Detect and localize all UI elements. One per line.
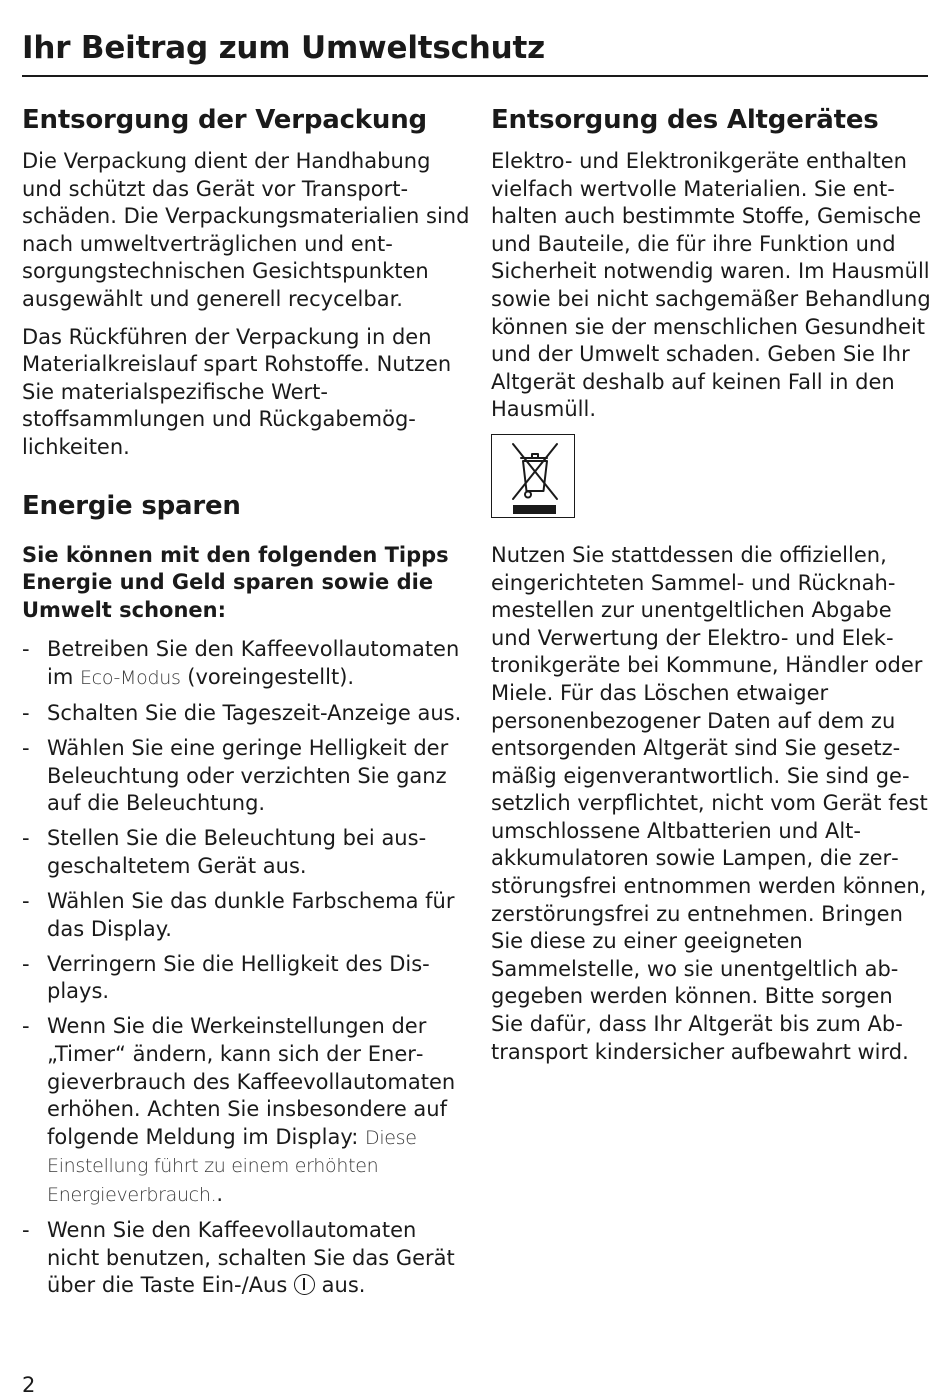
list-item (22, 1217, 470, 1300)
list-item (22, 1013, 470, 1209)
tip-text: Wählen Sie eine geringe Helligkeit der Beleuchtung oder verzichten Sie ganz auf die Beleuchtung. (47, 736, 449, 816)
list-dash: - (22, 637, 30, 662)
list-dash: - (22, 701, 30, 725)
display-message-text: Diese Einstellung führt zu einem erhöhten Energieverbrauch. (47, 1126, 417, 1206)
tip-text: Schalten Sie die Tageszeit-Anzeige aus. (47, 701, 462, 725)
energy-tips-list (22, 636, 470, 1300)
left-column (22, 102, 470, 1307)
disposal-paragraph-1: Elektro- und Elektronikgeräte enthalten vielfach wertvolle Materialien. Sie enthalten auch bestimmte Stoffe, Gemische und Bauteile, die für ihre Funktion und Sicherheit notwendig waren. Im Hausmüll sowie bei nicht sachgemäßer Behandlung können sie der menschlichen Gesundheit und der Umwelt schaden. Geben Sie Ihr Altgerät deshalb auf keinen Fall in den Hausmüll. (491, 149, 931, 422)
packaging-paragraph-2: Das Rückführen der Verpackung in den Materialkreislauf spart Rohstoffe. Nutzen Sie materialspezifische Wertstoffsammlungen und Rückgabemöglichkeiten. (22, 324, 452, 459)
packaging-section (22, 102, 470, 462)
list-item (22, 636, 470, 692)
list-item (22, 700, 470, 728)
disposal-heading: Entsorgung des Altgerätes (491, 105, 879, 135)
tip-text: Wenn Sie die Werkeinstellungen der „Timer“ ändern, kann sich der Energieverbrauch des Kaffeevollautomaten erhöhen. Achten Sie insbesondere auf folgende Meldung im Display: (47, 1014, 456, 1149)
title-divider (22, 75, 928, 77)
energy-lead: Sie können mit den folgenden Tipps Energie und Geld sparen sowie die Umwelt schonen: (22, 542, 449, 622)
tip-text: Wenn Sie den Kaffeevollautomaten nicht benutzen, schalten Sie das Gerät über die Taste Ein-/Aus (47, 1218, 455, 1298)
tip-text: . (216, 1182, 224, 1206)
list-dash: - (22, 736, 30, 761)
packaging-heading: Entsorgung der Verpackung (22, 105, 427, 135)
list-item (22, 951, 470, 1006)
tip-text: Betreiben Sie den Kaffeevollautomaten im (47, 637, 460, 689)
crossed-out-wheelie-bin-icon (491, 434, 575, 518)
list-dash: - (22, 951, 30, 976)
page-number: 2 (22, 1373, 36, 1397)
energy-heading: Energie sparen (22, 490, 241, 521)
list-dash: - (22, 1014, 30, 1039)
page-title: Ihr Beitrag zum Umweltschutz (22, 30, 545, 66)
disposal-paragraph-2: Nutzen Sie stattdessen die offiziellen, eingerichteten Sammel- und Rücknahmestellen zur unentgeltlichen Abgabe und Verwertung der Elektro- und Elektronikgeräte bei Kommune, Händler oder Miele. Für das Löschen etwaiger personenbezogener Daten auf dem zu entsorgenden Altgerät sind Sie gesetzmäßig eigenverantwortlich. Sie sind gesetzlich verpflichtet, nicht vom Gerät fest umschlossene Altbatterien und Altakkumulatoren sowie Lampen, die zerstörungsfrei entnommen werden können, zerstörungsfrei zu entnehmen. Bringen Sie diese zu einer geeigneten Sammelstelle, wo sie unentgeltlich abgegeben werden können. Bitte sorgen Sie dafür, dass Ihr Altgerät bis zum Abtransport kindersicher aufbewahrt wird. (491, 542, 928, 1064)
eco-mode-display-text: Eco-Modus (79, 666, 181, 689)
power-button-icon (294, 1274, 315, 1295)
list-item (22, 825, 470, 880)
tip-text: Wählen Sie das dunkle Farbschema für das Display. (47, 889, 455, 941)
list-dash: - (22, 826, 30, 851)
list-dash: - (22, 1218, 30, 1243)
tip-text: aus. (314, 1273, 366, 1298)
tip-text: Stellen Sie die Beleuchtung bei ausgeschaltetem Gerät aus. (47, 826, 427, 878)
list-dash: - (22, 889, 30, 914)
tip-text: Verringern Sie die Helligkeit des Displays. (47, 951, 430, 1004)
tip-text: (voreingestellt). (180, 664, 355, 689)
list-item (22, 735, 470, 818)
packaging-paragraph-1: Die Verpackung dient der Handhabung und schützt das Gerät vor Transportschäden. Die Verpackungsmaterialien sind nach umweltverträglichen und entsorgungstechnischen Gesichtspunkten ausgewählt und generell recycelbar. (22, 149, 470, 311)
right-column (491, 102, 931, 1076)
energy-section (22, 488, 470, 1300)
list-item (22, 888, 470, 943)
disposal-section (491, 102, 931, 1066)
